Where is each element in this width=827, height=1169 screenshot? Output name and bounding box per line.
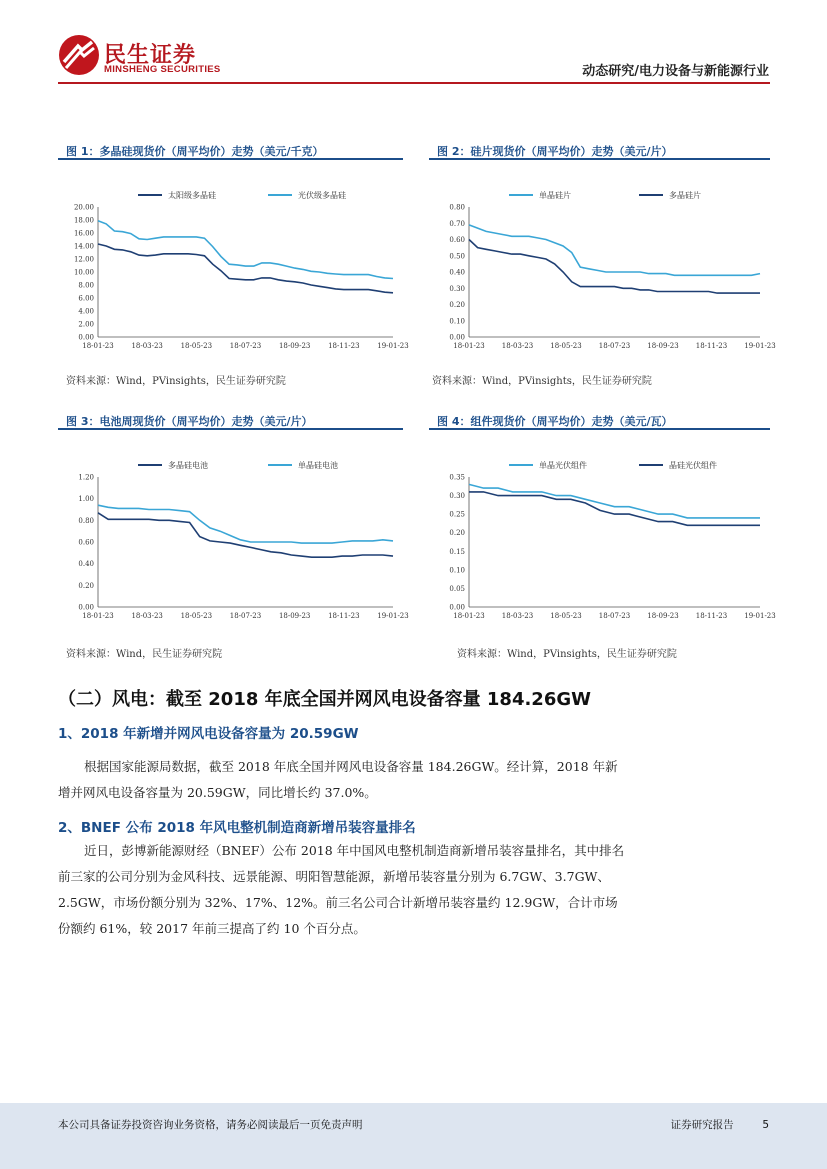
y-tick-label: 6.00: [78, 294, 94, 303]
y-tick-label: 0.30: [449, 284, 465, 293]
y-tick-label: 0.00: [78, 603, 94, 612]
x-tick-label: 18-07-23: [229, 612, 262, 620]
y-tick-label: 0.80: [78, 516, 94, 525]
fig4-chart: [429, 455, 776, 625]
x-tick-label: 18-07-23: [598, 612, 631, 620]
x-tick-label: 18-09-23: [278, 342, 311, 350]
fig4-rule: [429, 428, 770, 430]
y-tick-label: 18.00: [73, 216, 94, 225]
x-tick-label: 19-01-23: [744, 342, 776, 350]
fig4-title: 图 4：组件现货价（周平均价）走势（美元/瓦）: [437, 415, 673, 428]
fig1-title: 图 1：多晶硅现货价（周平均价）走势（美元/千克）: [66, 145, 324, 158]
x-tick-label: 18-07-23: [229, 342, 262, 350]
x-tick-label: 18-05-23: [180, 612, 213, 620]
x-tick-label: 18-03-23: [131, 342, 163, 350]
y-tick-label: 0.10: [449, 317, 465, 326]
y-tick-label: 0.20: [78, 581, 94, 590]
x-tick-label: 18-09-23: [278, 612, 311, 620]
y-tick-label: 0.00: [449, 603, 465, 612]
y-tick-label: 0.70: [449, 219, 465, 228]
y-tick-label: 0.40: [78, 560, 94, 569]
x-tick-label: 18-03-23: [501, 612, 534, 620]
y-tick-label: 0.00: [449, 333, 465, 342]
y-tick-label: 0.20: [449, 301, 465, 309]
report-type: 动态研究/电力设备与新能源行业: [582, 64, 769, 79]
y-tick-label: 0.00: [78, 333, 94, 342]
y-tick-label: 1.20: [78, 473, 94, 482]
header-divider: [58, 82, 770, 84]
legend-label: 单晶光伏组件: [539, 461, 587, 470]
x-tick-label: 18-07-23: [598, 342, 631, 350]
logo-mark-icon: [58, 34, 100, 76]
fig4-source: 资料来源：Wind，PVinsights，民生证券研究院: [457, 649, 677, 660]
footer-band: [0, 1103, 827, 1169]
y-tick-label: 0.60: [449, 236, 465, 244]
series-line: [469, 240, 760, 294]
y-tick-label: 0.50: [449, 252, 465, 261]
footer-disclaimer: 本公司具备证券投资咨询业务资格，请务必阅读最后一页免责声明: [58, 1119, 363, 1131]
subsection-2-heading: 2、BNEF 公布 2018 年风电整机制造商新增吊装容量排名: [58, 820, 416, 836]
series-line: [469, 484, 760, 518]
fig2-rule: [429, 158, 770, 160]
fig1-chart: [58, 185, 409, 355]
legend-label: 多晶硅片: [669, 191, 701, 200]
fig3-title: 图 3：电池周现货价（周平均价）走势（美元/片）: [66, 415, 313, 428]
x-tick-label: 18-11-23: [695, 342, 728, 350]
y-tick-label: 0.40: [449, 268, 465, 277]
y-tick-label: 14.00: [73, 242, 94, 251]
x-tick-label: 18-01-23: [453, 342, 485, 350]
x-tick-label: 18-11-23: [328, 612, 360, 620]
x-tick-label: 18-01-23: [82, 612, 114, 620]
y-tick-label: 0.80: [449, 203, 465, 212]
x-tick-label: 18-11-23: [328, 342, 360, 350]
y-tick-label: 2.00: [78, 320, 94, 329]
legend-label: 单晶硅片: [539, 191, 571, 200]
y-tick-label: 0.20: [449, 529, 465, 538]
x-tick-label: 19-01-23: [744, 612, 776, 620]
x-tick-label: 18-11-23: [695, 612, 728, 620]
series-line: [469, 492, 760, 525]
y-tick-label: 12.00: [73, 255, 94, 264]
y-tick-label: 0.35: [449, 473, 465, 482]
y-tick-label: 4.00: [78, 307, 94, 316]
paragraph-1: 根据国家能源局数据，截至 2018 年底全国并网风电设备容量 184.26GW。经计算，2018 年新增并网风电设备容量为 20.59GW，同比增长约 37.0%。: [58, 759, 618, 800]
legend-label: 太阳级多晶硅: [168, 191, 216, 200]
y-tick-label: 0.25: [449, 510, 465, 519]
series-line: [98, 221, 393, 279]
y-tick-label: 0.60: [78, 538, 94, 547]
fig2-chart: [429, 185, 776, 355]
y-tick-label: 1.00: [78, 495, 94, 504]
x-tick-label: 18-09-23: [647, 612, 679, 620]
y-tick-label: 20.00: [73, 203, 94, 212]
fig1-source: 资料来源：Wind，PVinsights，民生证券研究院: [66, 376, 286, 387]
y-tick-label: 8.00: [78, 281, 94, 290]
legend-label: 光伏级多晶硅: [298, 191, 346, 200]
y-tick-label: 0.15: [449, 547, 465, 556]
page-number: 5: [762, 1119, 769, 1131]
x-tick-label: 18-05-23: [550, 612, 582, 620]
fig3-rule: [58, 428, 403, 430]
paragraph-2: 近日，彭博新能源财经（BNEF）公布 2018 年中国风电整机制造商新增吊装容量排名，其中排名前三家的公司分别为金风科技、远景能源、明阳智慧能源，新增吊装容量分别为 6.7GW、3.7GW、2.5GW，市场份额分别为 32%、17%、12%。前三名公司合计新增吊装容量约 12.9GW，合计市场份额约 61%，较 2017 年前三提高了约 10 个百分点。: [58, 843, 625, 936]
fig3-chart: [58, 455, 409, 625]
x-tick-label: 18-03-23: [501, 342, 534, 350]
logo-chinese-text: 民生证券: [104, 43, 197, 68]
y-tick-label: 0.10: [449, 566, 465, 575]
legend-label: 单晶硅电池: [298, 461, 338, 470]
fig3-source: 资料来源：Wind，民生证券研究院: [66, 649, 223, 660]
fig2-title: 图 2：硅片现货价（周平均价）走势（美元/片）: [437, 145, 673, 158]
fig2-source: 资料来源：Wind，PVinsights，民生证券研究院: [432, 376, 652, 387]
y-tick-label: 10.00: [73, 268, 94, 277]
y-tick-label: 0.30: [449, 492, 465, 501]
y-tick-label: 16.00: [73, 229, 94, 238]
footer-right: [671, 1117, 769, 1132]
series-line: [98, 505, 393, 543]
section-heading: （二）风电：截至 2018 年底全国并网风电设备容量 184.26GW: [58, 689, 591, 710]
legend-label: 多晶硅电池: [168, 461, 208, 470]
x-tick-label: 19-01-23: [377, 342, 409, 350]
x-tick-label: 18-03-23: [131, 612, 163, 620]
logo-english-text: MINSHENG SECURITIES: [104, 64, 221, 75]
subsection-1-heading: 1、2018 年新增并网风电设备容量为 20.59GW: [58, 726, 359, 742]
x-tick-label: 19-01-23: [377, 612, 409, 620]
series-line: [98, 244, 393, 293]
company-logo: [58, 34, 238, 78]
series-line: [469, 225, 760, 275]
footer-report-label: 证券研究报告: [670, 1119, 734, 1131]
y-tick-label: 0.05: [449, 584, 465, 593]
x-tick-label: 18-05-23: [550, 342, 582, 350]
x-tick-label: 18-01-23: [82, 342, 114, 350]
series-line: [98, 513, 393, 557]
fig1-rule: [58, 158, 403, 160]
legend-label: 晶硅光伏组件: [669, 461, 717, 470]
x-tick-label: 18-01-23: [453, 612, 485, 620]
x-tick-label: 18-09-23: [647, 342, 679, 350]
x-tick-label: 18-05-23: [180, 342, 213, 350]
